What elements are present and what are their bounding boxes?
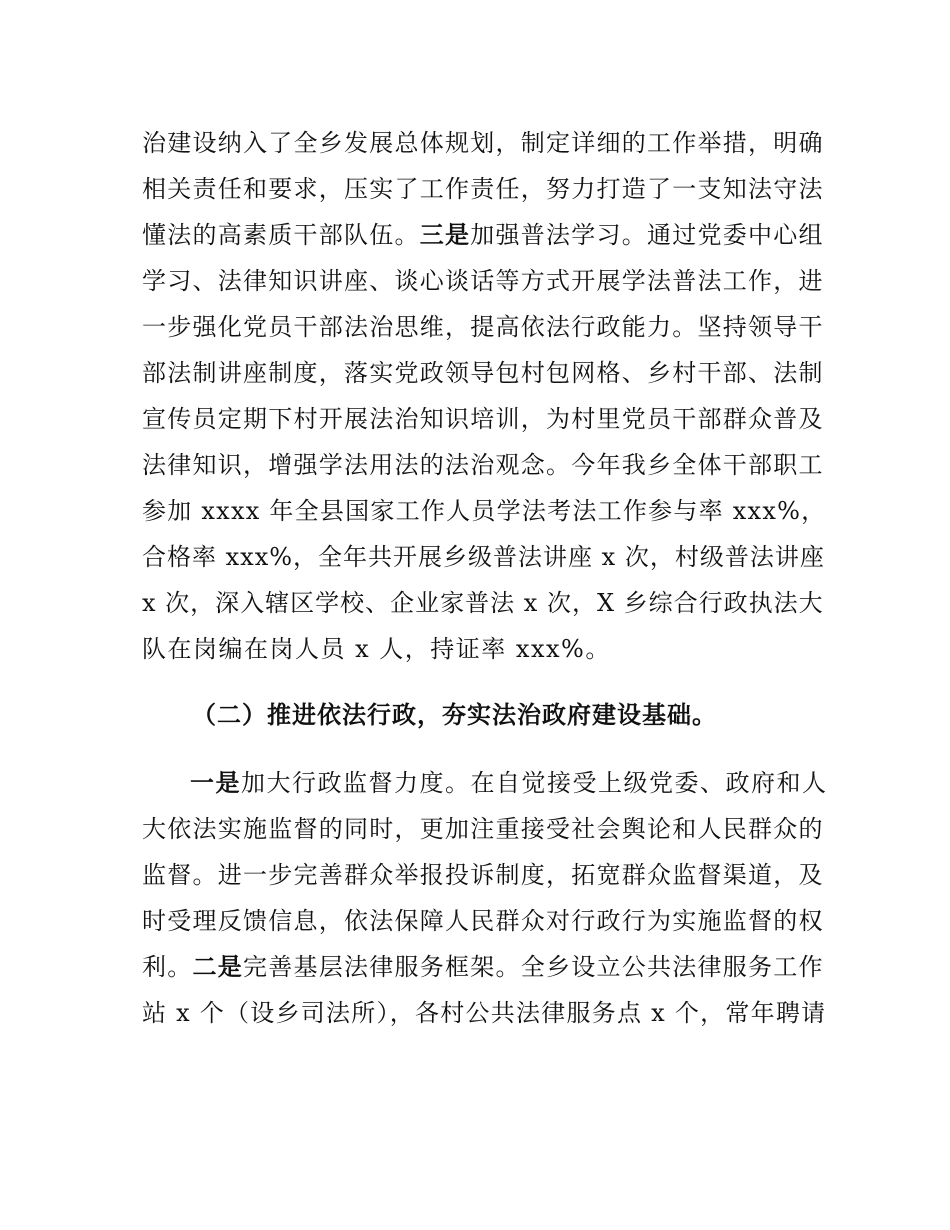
text-run: 加大行政监督力度。在自觉接受上级党委、政府和人 (241, 769, 828, 797)
paragraph-1-line-11: x 次，深入辖区学校、企业家普法 x 次，X 乡综合行政执法大 (142, 589, 824, 617)
paragraph-2-line-4: 时受理反馈信息，依法保障人民群众对行政行为实施监督的权 (142, 907, 824, 935)
bold-marker-two: 二是 (192, 953, 243, 981)
paragraph-2-line-1 (190, 768, 828, 798)
text-run: 加强普法学习。通过党委中心组 (470, 221, 824, 249)
text-run: 利。 (142, 953, 193, 981)
bold-marker-three: 三是 (419, 221, 471, 249)
paragraph-1-line-5: 一步强化党员干部法治思维，提高依法行政能力。坚持领导干 (142, 313, 824, 341)
bold-marker-one: 一是 (190, 769, 241, 797)
text-run: 懂法的高素质干部队伍。 (142, 221, 420, 249)
paragraph-1-line-1: 治建设纳入了全乡发展总体规划，制定详细的工作举措，明确 (142, 129, 824, 157)
text-run: 完善基层法律服务框架。全乡设立公共法律服务工作 (243, 953, 824, 981)
paragraph-1-line-12: 队在岗编在岗人员 x 人，持证率 xxx%。 (142, 635, 611, 663)
paragraph-1-line-8: 法律知识，增强学法用法的法治观念。今年我乡全体干部职工 (142, 451, 824, 479)
paragraph-1-line-2: 相关责任和要求，压实了工作责任，努力打造了一支知法守法 (142, 175, 824, 203)
paragraph-2-line-5 (142, 952, 824, 982)
paragraph-1-line-10: 合格率 xxx%，全年共开展乡级普法讲座 x 次，村级普法讲座 (142, 543, 825, 571)
section-heading: （二）推进依法行政，夯实法治政府建设基础。 (192, 701, 717, 729)
paragraph-1-line-4: 学习、法律知识讲座、谈心谈话等方式开展学法普法工作，进 (142, 267, 824, 295)
paragraph-1-line-7: 宣传员定期下村开展法治知识培训，为村里党员干部群众普及 (142, 405, 824, 433)
paragraph-2-line-2: 大依法实施监督的同时，更加注重接受社会舆论和人民群众的 (142, 815, 824, 843)
paragraph-1-line-6: 部法制讲座制度，落实党政领导包村包网格、乡村干部、法制 (142, 359, 824, 387)
paragraph-1-line-3 (142, 220, 824, 250)
paragraph-2-line-6: 站 x 个（设乡司法所），各村公共法律服务点 x 个，常年聘请 (142, 999, 827, 1027)
paragraph-1-line-9: 参加 xxxx 年全县国家工作人员学法考法工作参与率 xxx%， (142, 497, 827, 525)
paragraph-2-line-3: 监督。进一步完善群众举报投诉制度，拓宽群众监督渠道，及 (142, 861, 824, 889)
